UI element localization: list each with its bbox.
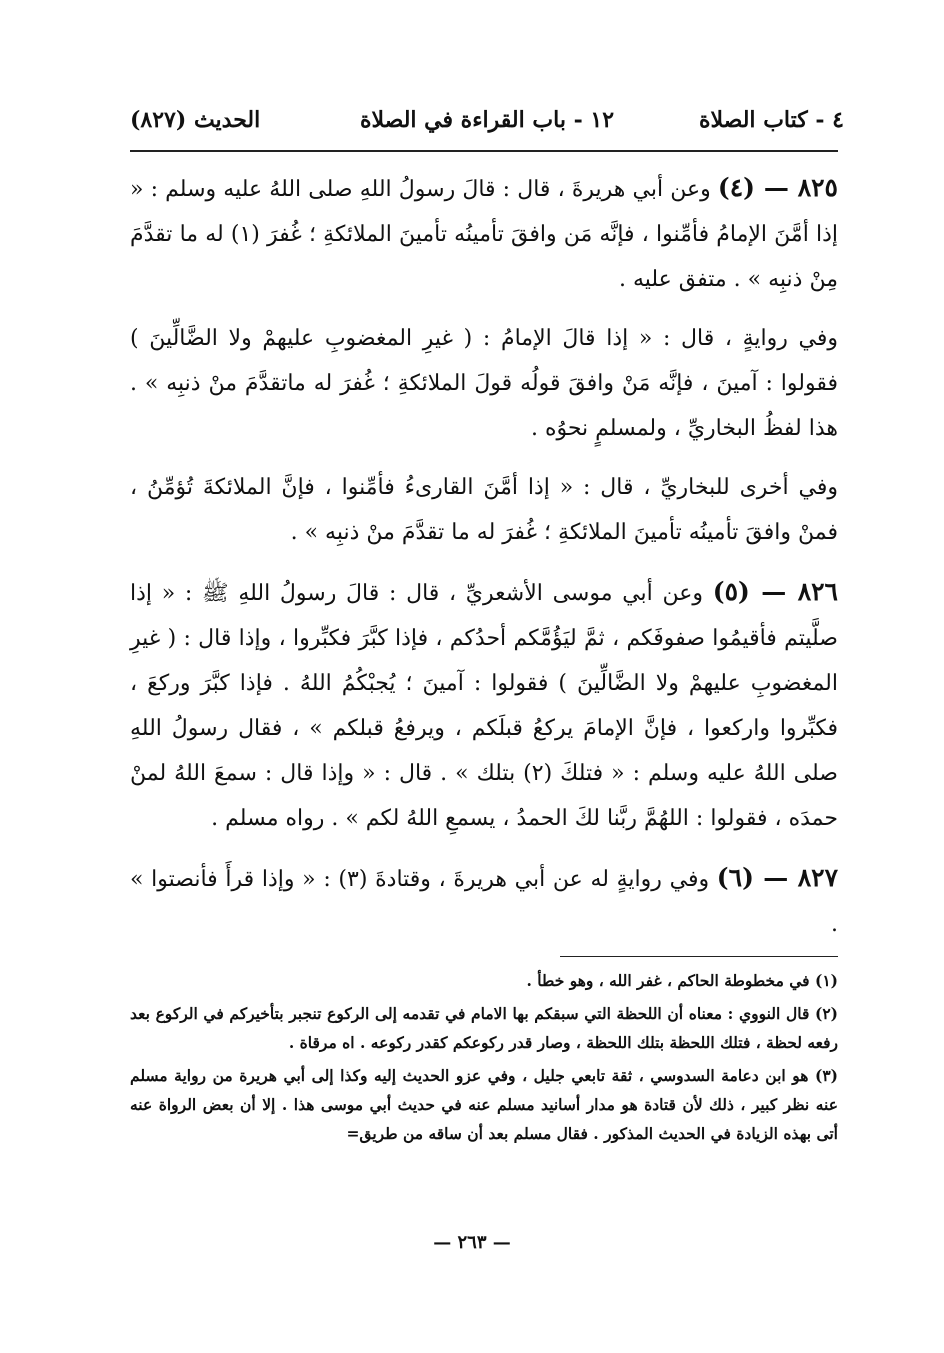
page-number: — ٢٦٣ —: [433, 1232, 511, 1253]
footnote-rule: [560, 956, 838, 957]
hadith-826: [130, 569, 838, 841]
hadith-825-variant-2: وفي أخرى للبخاريِّ ، قال : « إذا أمَّنَ القارىءُ فأمِّنوا ، فإنَّ الملائكةَ تُؤمِّنُ ، فمنْ وافقَ تأمينُه تأمينَ الملائكةِ ؛ غُفرَ له ما تقدَّمَ منْ ذنبِه » .: [130, 475, 838, 545]
running-header: [130, 95, 844, 145]
hadith-825: [130, 165, 838, 302]
header-chapter-title: ١٢ - باب القراءة في الصلاة: [359, 107, 615, 133]
hadith-text: وعن أبي موسى الأشعريِّ ، قال : قالَ رسولُ اللهِ ﷺ : « إذا صلَّيتم فأقيمُوا صفوفَكم ، ثمَّ ليَؤُمَّكم أحدُكم ، فإذا كبَّرَ فكبِّروا ، وإذا قال : ( غيرِ المغضوبِ عليهمْ ولا الضَّالِّينَ ) فقولوا : آمينَ ؛ يُجبْكُمُ اللهُ . فإذا كبَّرَ وركعَ ، فكبِّروا واركعوا ، فإنَّ الإمامَ يركعُ قبلَكم ، ويرفعُ قبلكم » ، فقال رسولُ اللهِ صلى اللهُ عليه وسلم : « فتلكَ (٢) بتلك » . قال : « وإذا قال : سمعَ اللهُ لمنْ حمدَه ، فقولوا : اللهُمَّ ربَّنا لكَ الحمدُ ، يسمعِ اللهُ لكم » . رواه مسلم .: [130, 581, 838, 831]
header-hadith-range: الحديث (٨٢٧): [130, 107, 261, 133]
main-text: [130, 165, 838, 961]
hadith-text: وفي روايةٍ له عن أبي هريرةَ ، وقتادةَ (٣) : « وإذا قرأَ فأنصتوا » .: [130, 867, 838, 937]
hadith-number: ٨٢٥ — (٤): [717, 173, 838, 202]
footnotes: [130, 966, 838, 1152]
header-rule: [130, 150, 838, 152]
hadith-number: ٨٢٧ — (٦): [716, 863, 839, 892]
hadith-827: [130, 855, 838, 947]
hadith-text: وعن أبي هريرةَ ، قال : قالَ رسولُ اللهِ صلى اللهُ عليه وسلم : « إذا أمَّنَ الإمامُ فأمِّنوا ، فإنَّه مَن وافقَ تأمينُه تأمينَ الملائكةِ ؛ غُفرَ (١) له ما تقدَّمَ مِنْ ذنبِه » . متفق عليه .: [130, 177, 839, 292]
footnote-1: (١) في مخطوطة الحاكم ، غفر الله ، وهو خطأ .: [526, 971, 838, 990]
header-book-title: ٤ - كتاب الصلاة: [698, 107, 844, 133]
footnote-2: (٢) قال النووي : معناه أن اللحظة التي سبقكم بها الامام في تقدمه إلى الركوع تنجبر بتأخيركم في الركوع بعد رفعه لحظة ، فتلك اللحظة بتلك اللحظة ، وصار قدر ركوعكم كقدر ركوعه . اه مرقاة .: [130, 1004, 838, 1052]
hadith-number: ٨٢٦ — (٥): [712, 577, 838, 606]
footnote-3: (٣) هو ابن دعامة السدوسي ، ثقة تابعي جليل ، وفي عزو الحديث إليه وكذا إلى أبي هريرة من رواية مسلم عنه نظر كبير ، ذلك لأن قتادة هو مدار أسانيد مسلم عنه في حديث أبي موسى هذا . إلا أن بعض الرواة عنه أتى بهذه الزيادة في الحديث المذكور . فقال مسلم بعد أن ساقه من طريق=: [130, 1066, 838, 1143]
hadith-825-variant-1: وفي روايةٍ ، قال : « إذا قالَ الإمامُ : ( غيرِ المغضوبِ عليهمْ ولا الضَّالِّينَ ) فقولوا : آمينَ ، فإنَّه مَنْ وافقَ قولُه قولَ الملائكةِ ؛ غُفرَ له ماتقدَّمَ منْ ذنبِه » . هذا لفظُ البخاريِّ ، ولمسلمٍ نحوُه .: [130, 326, 838, 441]
